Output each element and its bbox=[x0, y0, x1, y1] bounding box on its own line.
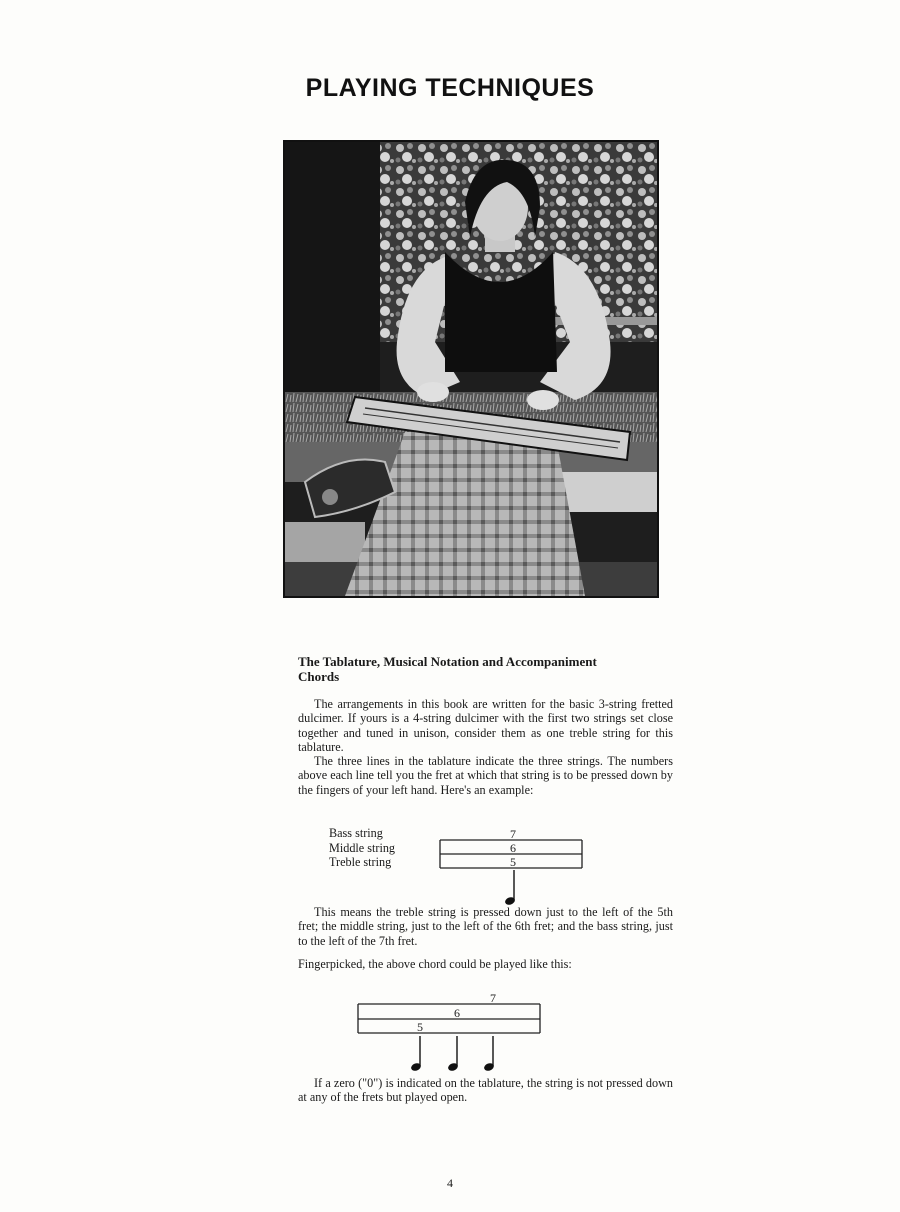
tab1-middle-fret: 6 bbox=[510, 841, 516, 855]
tab2-middle-fret: 6 bbox=[454, 1006, 460, 1020]
tablature-example-fingerpicked bbox=[354, 988, 554, 1078]
section-heading: The Tablature, Musical Notation and Accompaniment Chords bbox=[298, 654, 597, 684]
string-labels bbox=[329, 826, 395, 870]
paragraph-intro: The arrangements in this book are written for the basic 3-string fretted dulcimer. If yours is a 4-string dulcimer with the first two strings set close together and tuned in unison, consider them as one treble string for this tablature. bbox=[298, 697, 673, 754]
label-middle-string: Middle string bbox=[329, 840, 396, 855]
photo-illustration bbox=[285, 142, 657, 596]
paragraph-chord-explanation: This means the treble string is pressed down just to the left of the 5th fret; the middle string, just to the left of the 6th fret; and the bass string, just to the left of the 7th fret. bbox=[298, 905, 673, 948]
paragraph-fingerpicked: Fingerpicked, the above chord could be played like this: bbox=[298, 957, 572, 971]
page-title: PLAYING TECHNIQUES bbox=[305, 74, 595, 102]
label-bass-string: Bass string bbox=[329, 826, 383, 840]
tab1-treble-fret: 5 bbox=[510, 855, 516, 869]
tab2-bass-fret: 7 bbox=[490, 991, 496, 1005]
tab1-bass-fret: 7 bbox=[510, 827, 516, 841]
tab2-treble-fret: 5 bbox=[417, 1020, 423, 1034]
paragraph-tablature-lines: The three lines in the tablature indicate the three strings. The numbers above each line tell you the fret at which that string is to be pressed down by the fingers of your left hand. Here's an example: bbox=[298, 754, 673, 797]
tablature-example-chord bbox=[436, 820, 596, 910]
paragraph-open-string: If a zero ("0") is indicated on the tablature, the string is not pressed down at any of the frets but played open. bbox=[298, 1076, 673, 1105]
photo-dulcimer-player bbox=[283, 140, 659, 598]
label-treble-string: Treble string bbox=[329, 855, 392, 869]
page-number: 4 bbox=[447, 1176, 453, 1190]
